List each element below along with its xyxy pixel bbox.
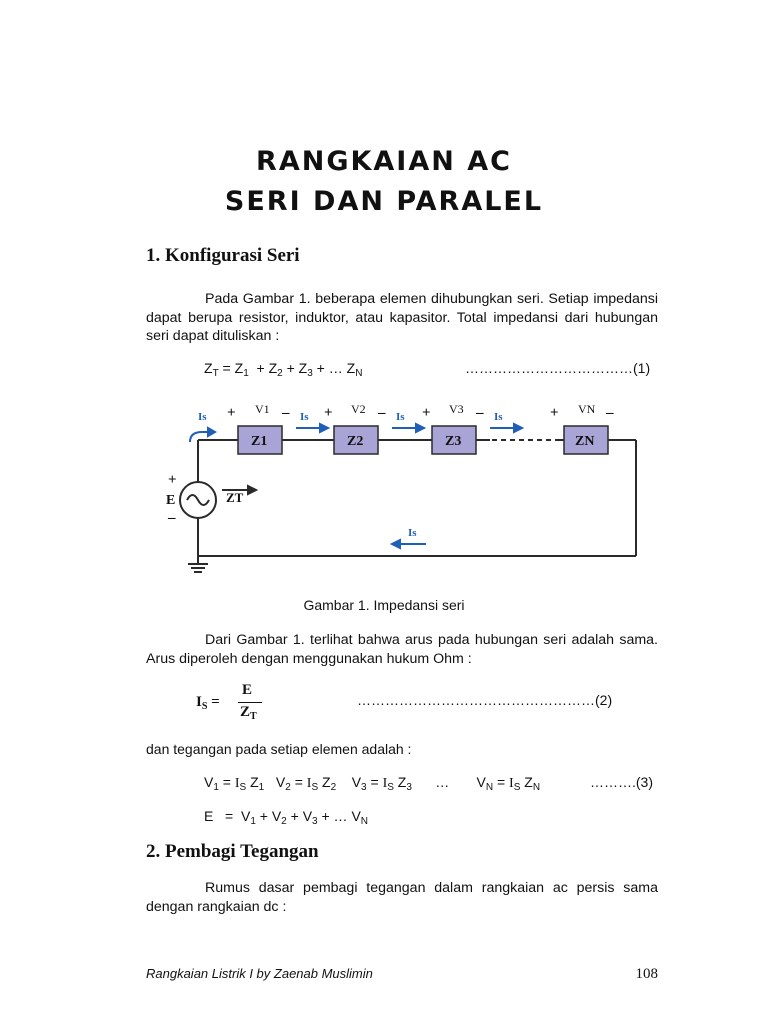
label-v1: V1 [255, 402, 270, 416]
equation-2-ref: ……………………………………………(2) [357, 692, 613, 708]
label-z1: Z1 [251, 434, 268, 449]
label-is-2: Is [396, 411, 405, 423]
svg-text:+: + [422, 405, 431, 421]
impedance-arrow [248, 486, 256, 494]
page-title [0, 142, 768, 222]
paragraph-intro [146, 290, 658, 346]
equation-1-ref: ………………………………(1) [465, 360, 651, 376]
paragraph-voltage-divider [146, 879, 658, 916]
label-zt: ZT [226, 490, 244, 505]
page-number: 108 [635, 966, 658, 982]
figure-caption: Gambar 1. Impedansi seri [303, 597, 465, 613]
label-v3: V3 [449, 402, 464, 416]
equation-4: $E = V_1 + V_2 + V_3$ + … $V_N$ [204, 808, 369, 827]
svg-text:+: + [168, 472, 177, 488]
current-arrow-2 [416, 424, 424, 432]
current-arrow-1 [320, 424, 328, 432]
label-is-return: Is [408, 527, 417, 539]
svg-text:+: + [227, 405, 236, 421]
title-line-1: RANGKAIAN AC [256, 146, 512, 177]
paragraph-voltage: dan tegangan pada setiap elemen adalah : [146, 741, 412, 757]
section-1-heading: 1. Konfigurasi Seri [146, 245, 300, 266]
label-is-3: Is [494, 411, 503, 423]
label-is-entry: Is [198, 411, 207, 423]
equation-3-ref: ……….(3) [590, 774, 653, 790]
label-z3: Z3 [445, 434, 462, 449]
svg-text:+: + [550, 405, 559, 421]
label-zn: ZN [575, 434, 595, 449]
label-vn: VN [578, 402, 596, 416]
svg-text:–: – [168, 510, 176, 526]
svg-text:+: + [324, 405, 333, 421]
label-v2: V2 [351, 402, 366, 416]
current-arrow-return [392, 540, 400, 548]
svg-text:–: – [282, 405, 290, 421]
paragraph-current-text: Dari Gambar 1. terlihat bahwa arus pada hubungan seri adalah sama. Arus diperoleh dengan menggunakan hukum Ohm : [146, 632, 658, 667]
paragraph-voltage-divider-text: Rumus dasar pembagi tegangan dalam rangkaian ac persis sama dengan rangkaian dc : [146, 880, 658, 915]
svg-text:–: – [476, 405, 484, 421]
svg-text:–: – [378, 405, 386, 421]
paragraph-intro-text: Pada Gambar 1. beberapa elemen dihubungkan seri. Setiap impedansi dapat berupa resistor, induktor, atau kapasitor. Total impedansi dari hubungan seri dapat dituliskan : [146, 291, 658, 344]
svg-text:–: – [606, 405, 614, 421]
label-e: E [166, 493, 176, 508]
footer-author: Rangkaian Listrik I by Zaenab Muslimin [146, 966, 373, 981]
label-is-1: Is [300, 411, 309, 423]
section-2-heading: 2. Pembagi Tegangan [146, 841, 319, 862]
label-z2: Z2 [347, 434, 364, 449]
paragraph-current [146, 631, 658, 668]
title-line-2: SERI DAN PARALEL [224, 186, 544, 217]
series-circuit-figure [160, 398, 670, 583]
current-arrow-3 [514, 424, 522, 432]
equation-1: $Z_T = Z_1 + Z_2 + Z_3$ + … $Z_N$ [204, 360, 363, 379]
equation-3: $V_1 = I_S$ $Z_1$ $V_2 = I_S$ $Z_2$ $V_3 = I_S$ $Z_3$ … $V_N = I_S$ $Z_N$ [204, 774, 541, 793]
